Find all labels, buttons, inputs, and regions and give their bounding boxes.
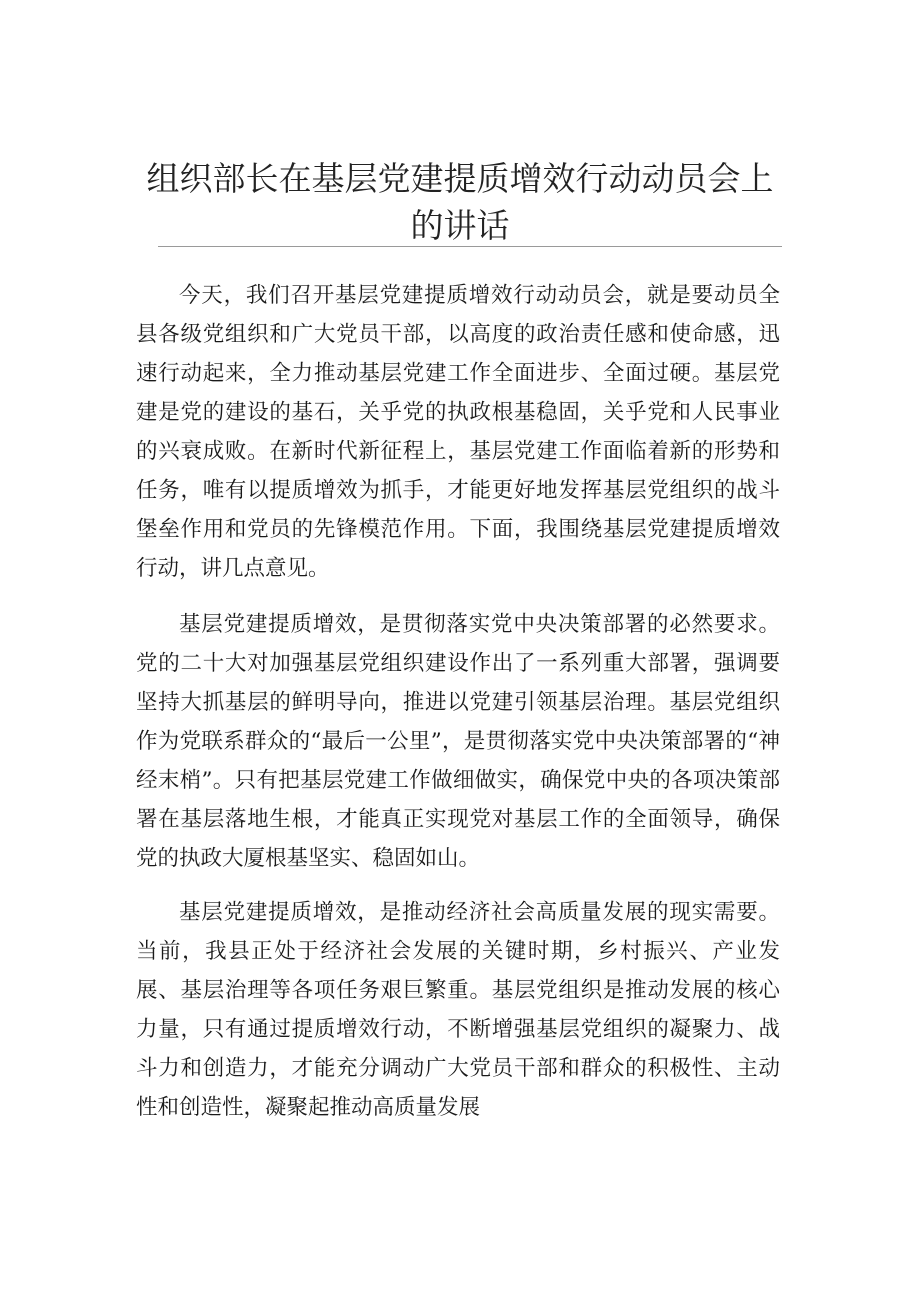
document-title: 组织部长在基层党建提质增效行动动员会上的讲话: [146, 159, 774, 245]
paragraph-3: 基层党建提质增效，是推动经济社会高质量发展的现实需要。当前，我县正处于经济社会发展的关键时期，乡村振兴、产业发展、基层治理等各项任务艰巨繁重。基层党组织是推动发展的核心力量，只有通过提质增效行动，不断增强基层党组织的凝聚力、战斗力和创造力，才能充分调动广大党员干部和群众的积极性、主动性和创造性，凝聚起推动高质量发展: [136, 900, 780, 1120]
paragraph-2: 基层党建提质增效，是贯彻落实党中央决策部署的必然要求。党的二十大对加强基层党组织建设作出了一系列重大部署，强调要坚持大抓基层的鲜明导向，推进以党建引领基层治理。基层党组织作为党联系群众的“最后一公里”，是贯彻落实党中央决策部署的“神经末梢”。只有把基层党建工作做细做实，确保党中央的各项决策部署在基层落地生根，才能真正实现党对基层工作的全面领导，确保党的执政大厦根基坚实、稳固如山。: [136, 612, 780, 871]
paragraph-1: 今天，我们召开基层党建提质增效行动动员会，就是要动员全县各级党组织和广大党员干部，以高度的政治责任感和使命感，迅速行动起来，全力推动基层党建工作全面进步、全面过硬。基层党建是党的建设的基石，关乎党的执政根基稳固，关乎党和人民事业的兴衰成败。在新时代新征程上，基层党建工作面临着新的形势和任务，唯有以提质增效为抓手，才能更好地发挥基层党组织的战斗堡垒作用和党员的先锋模范作用。下面，我围绕基层党建提质增效行动，讲几点意见。: [136, 283, 780, 581]
title-divider: [158, 246, 782, 247]
